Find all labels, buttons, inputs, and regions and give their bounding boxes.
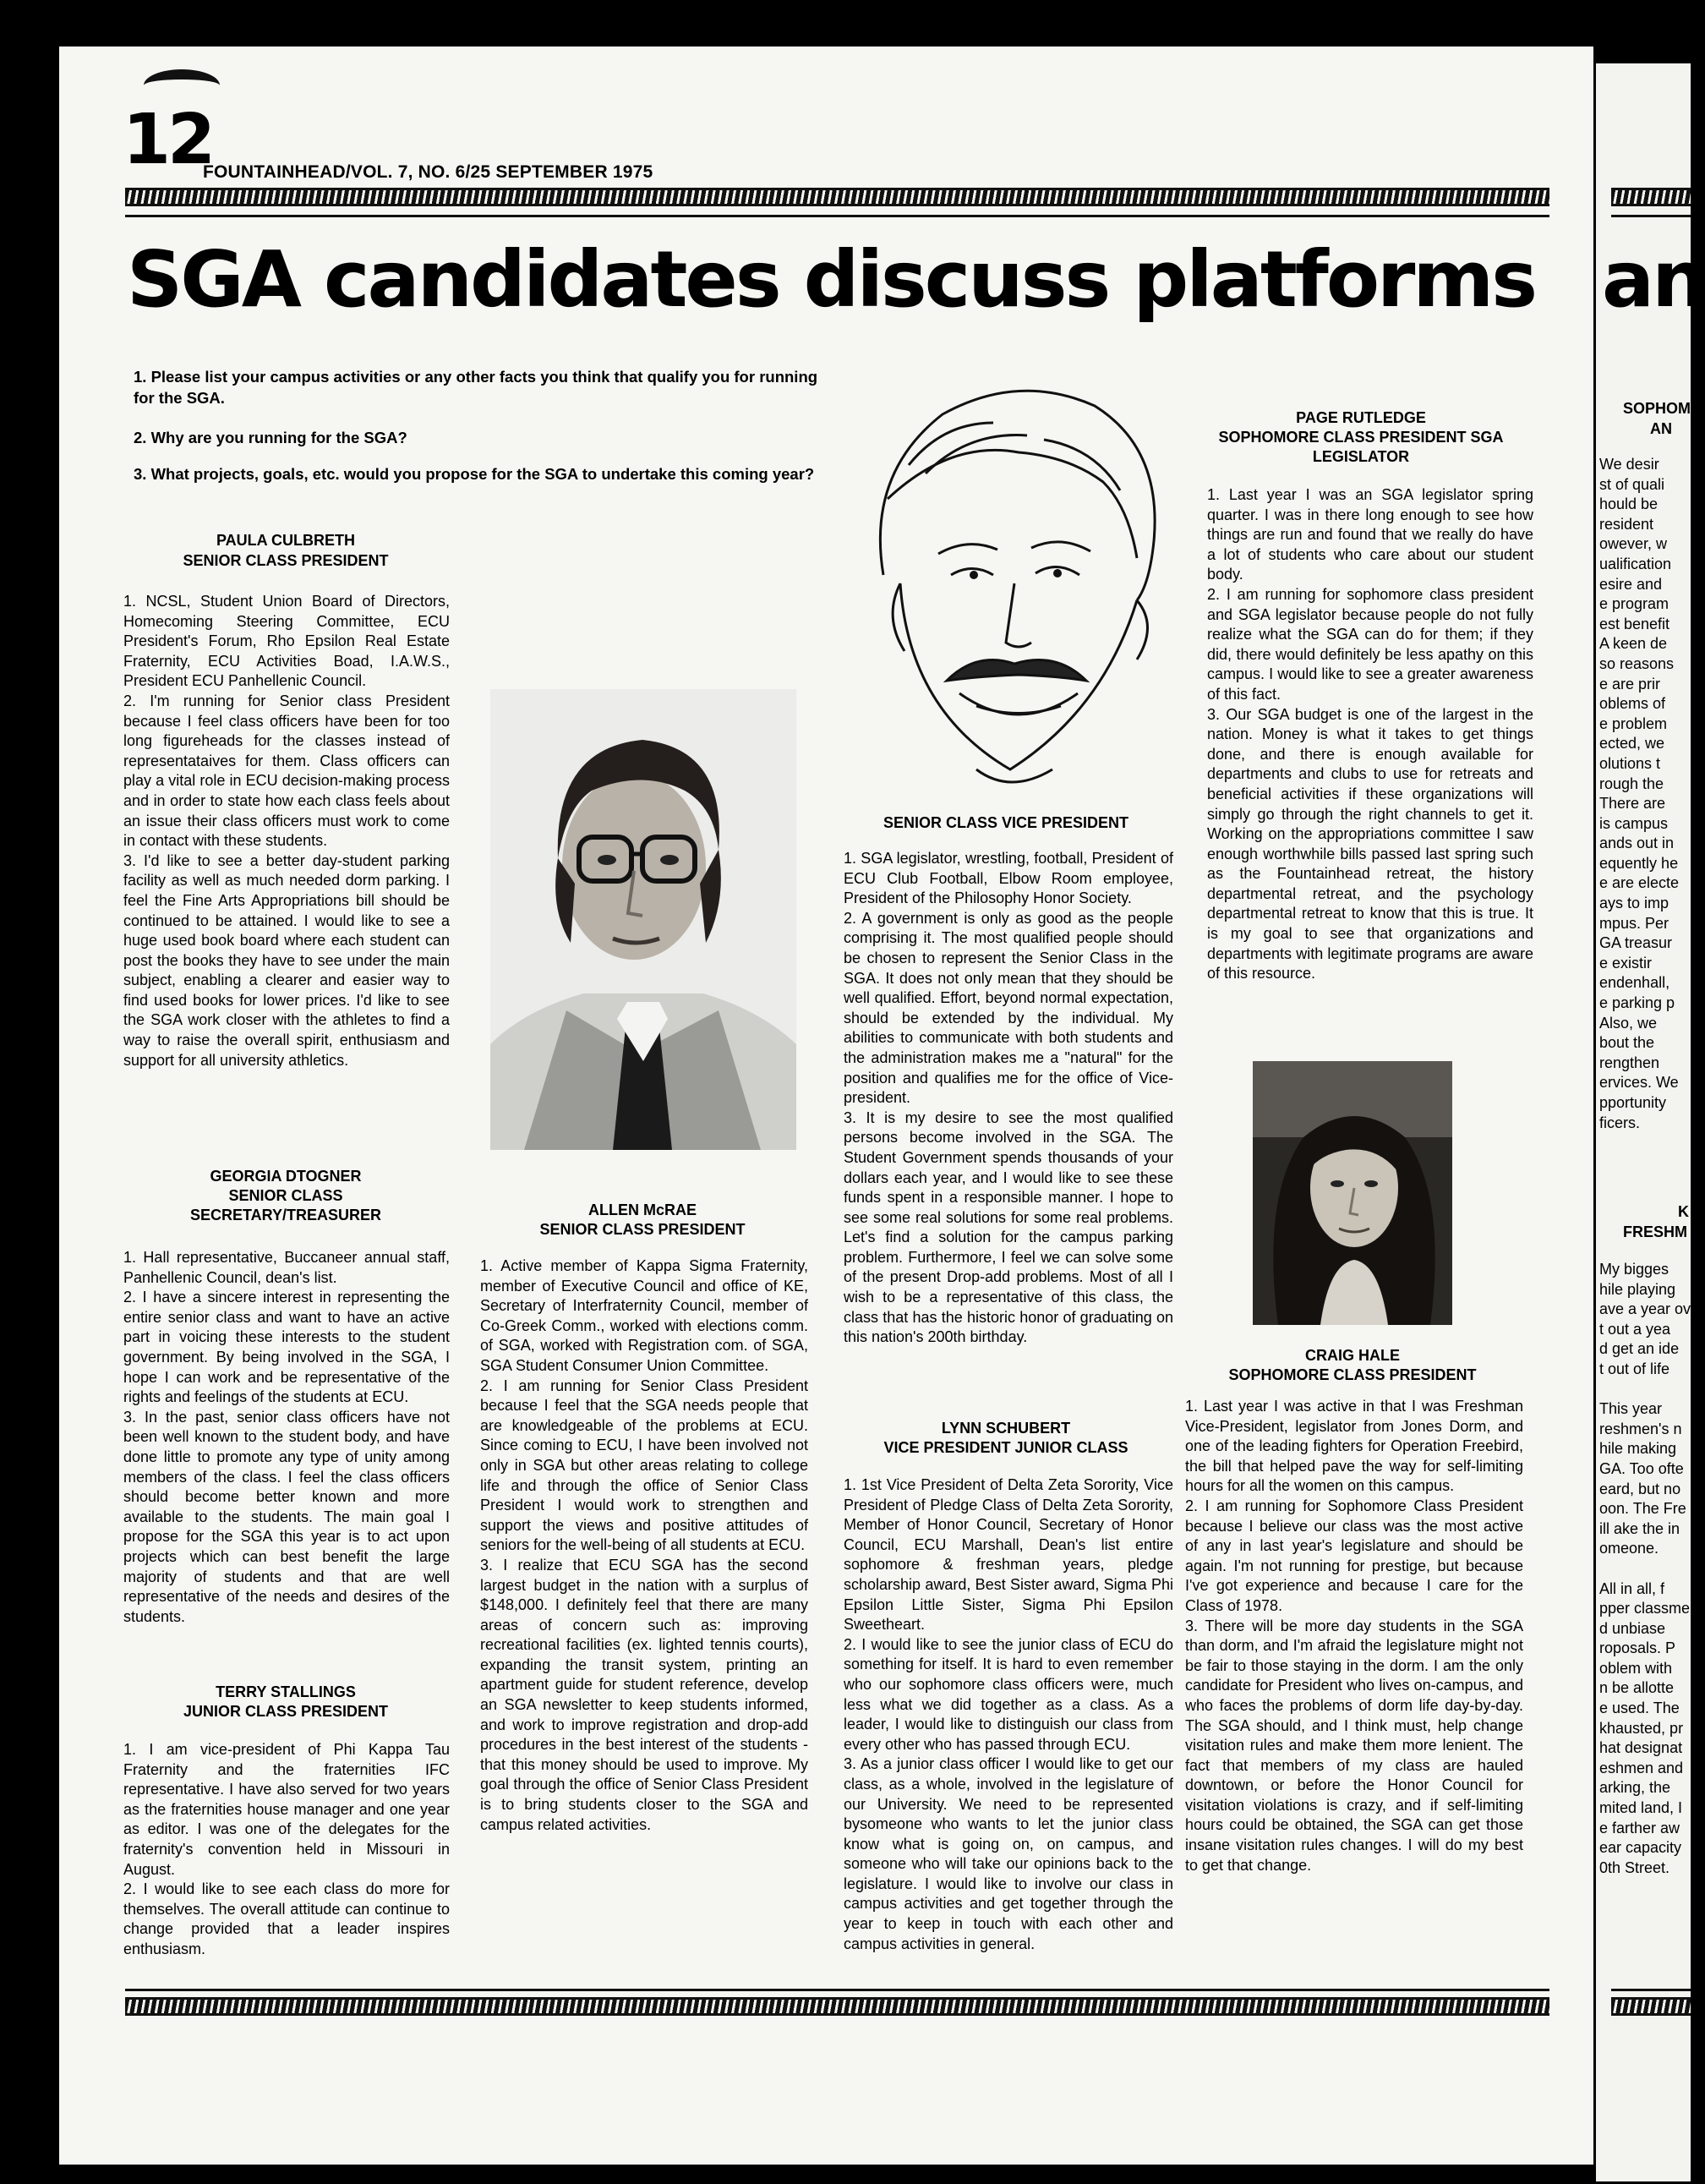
next-page-line: resident bbox=[1599, 515, 1654, 533]
question-1: 1. Please list your campus activities or any other facts you think that qualify you for running for the SGA. bbox=[134, 368, 818, 407]
answers-stallings bbox=[123, 1740, 450, 1960]
answer-2: 2. I have a sincere interest in representing the entire senior class and want to have an active part in voicing these interests to the student government. By being involved in the SGA, I hope I can work and be representative of the rights and feelings of the students at ECU. bbox=[123, 1289, 450, 1406]
answer-1: 1. SGA legislator, wrestling, football, President of ECU Club Football, Elbow Room employee, President of the Philosophy Honor Society. bbox=[844, 850, 1173, 907]
headline-fragment: an bbox=[1602, 234, 1705, 325]
next-page-line: GA. Too ofte bbox=[1599, 1459, 1684, 1477]
next-page-line: We desir bbox=[1599, 456, 1659, 473]
answer-3: 3. In the past, senior class officers have not been well known to the student body, and have done little to promote any type of unity among members of the class. I feel the class officers should become better known and more available to the students. The main goal I propose for the SGA this year is to act upon projects which can best benefit the large majority of students and that are well representative of the needs and desires of the students. bbox=[123, 1408, 450, 1625]
answer-2: 2. I would like to see each class do more for themselves. The overall attitude can continue to change provided that a leader inspires enthusiasm. bbox=[123, 1880, 450, 1957]
next-page-line: d unbiase bbox=[1599, 1619, 1666, 1637]
next-page-line: pportunity bbox=[1599, 1094, 1667, 1111]
answers-hale bbox=[1185, 1397, 1523, 1875]
next-page-line: pper classme bbox=[1599, 1600, 1691, 1617]
question-2: 2. Why are you running for the SGA? bbox=[134, 429, 407, 446]
next-page-line: ill ake the in bbox=[1599, 1519, 1680, 1537]
answer-1: 1. NCSL, Student Union Board of Directors, Homecoming Steering Committee, ECU President's Forum, Rho Epsilon Real Estate Fraternity, ECU Activities Boad, I.A.W.S., President ECU Panhellenic Council. bbox=[123, 593, 450, 690]
next-page-line: ays to imp bbox=[1599, 895, 1669, 912]
answer-1: 1. Last year I was an SGA legislator spring quarter. I was in there long enough to see how things are run and found that we really do have a lot of students who care about our student body. bbox=[1207, 486, 1533, 583]
answer-1: 1. Hall representative, Buccaneer annual staff, Panhellenic Council, dean's list. bbox=[123, 1249, 450, 1286]
next-page-line: hile playing bbox=[1599, 1280, 1676, 1298]
next-page-line: A keen de bbox=[1599, 635, 1668, 653]
next-page-line: oblems of bbox=[1599, 695, 1666, 713]
next-page-line: so reasons bbox=[1599, 654, 1675, 672]
next-page-line: khausted, pr bbox=[1599, 1719, 1684, 1737]
next-page-line: This year bbox=[1599, 1400, 1663, 1418]
next-page-line: oblem with bbox=[1599, 1659, 1673, 1677]
answers-culbreth bbox=[123, 592, 450, 1070]
bottom-thin-rule bbox=[125, 1989, 1549, 1991]
next-page-line: My bigges bbox=[1599, 1261, 1669, 1278]
candidate-name-stallings: TERRY STALLINGS bbox=[216, 1683, 356, 1700]
next-page-line: owever, w bbox=[1599, 535, 1668, 553]
next-page-column-2 bbox=[1599, 1260, 1691, 1878]
next-page-line: eshmen and bbox=[1599, 1759, 1684, 1776]
next-page-line: esire and bbox=[1599, 575, 1663, 593]
masthead: FOUNTAINHEAD/VOL. 7, NO. 6/25 SEPTEMBER 1975 bbox=[203, 162, 653, 182]
answer-3: 3. There will be more day students in the SGA than dorm, and I'm afraid the legislature might not be fair to those staying in the dorm. I am the only candidate for President who lives on-campus, and who faces the problems of dorm life day-by-day. The SGA should, and I think must, help change visitation rules and make them more lenient. The fact that members of my class are hauled downtown, or before the Honor Council for visitation violations is crazy, and if self-limiting hours could be obtained, the SGA can get those insane visitation rules changes. I will do my best to get that change. bbox=[1185, 1617, 1523, 1874]
bottom-thin-rule-next bbox=[1611, 1989, 1691, 1991]
next-page-line: e are electe bbox=[1599, 874, 1680, 892]
next-page-line: e program bbox=[1599, 595, 1669, 613]
answers-vp bbox=[844, 849, 1173, 1348]
next-page-line: ear capacity bbox=[1599, 1839, 1682, 1857]
answers-schubert bbox=[844, 1475, 1173, 1954]
next-page-column-1 bbox=[1599, 455, 1691, 1133]
next-page-head-1b: AN bbox=[1650, 420, 1672, 437]
answer-1: 1. 1st Vice President of Delta Zeta Sorority, Vice President of Pledge Class of Delta Zeta Sorority, Member of Honor Council, Secretary of Honor Council, ECU Marshall, Dean's list entire sophomore & freshman years, pledge scholarship award, Best Sister award, Sigma Phi Epsilon Little Sister, Sigma Phi Epsilon Sweetheart. bbox=[844, 1476, 1173, 1634]
candidate-office-stallings: JUNIOR CLASS PRESIDENT bbox=[183, 1703, 389, 1720]
answer-3: 3. I realize that ECU SGA has the second largest budget in the nation with a surplus of $148,000. I definitely feel that there are many areas of concern such as: improving recreational facilities (ex. lighted tennis courts), expanding the transit system, printing an apartment guide for student reference, develop an SGA newsletter to keep students informed, and work to improve registration and drop-add procedures in the best interest of the students - that this money should be used to improve. My goal through the office of Senior Class President is to bring students closer to the SGA and campus related activities. bbox=[480, 1556, 808, 1833]
next-page-line: d get an ide bbox=[1599, 1340, 1680, 1358]
answer-3: 3. As a junior class officer I would like to get our class, as a whole, involved in the legislature of our University. We need to be represented bysomeone who wants to let the junior class know what is going on, on campus, and someone who will take our opinions back to the legislature. I would like to involve our class in campus activities and get together through the year to keep in touch with each other and campus activities in general. bbox=[844, 1755, 1173, 1952]
answer-3: 3. Our SGA budget is one of the largest in the nation. Money is what it takes to get things done, and there is enough available for departments and clubs to use for retreats and beneficial activities if these organizations will simply go through the right channels to get it. Working on the appropriations committee I saw enough worthwhile bills passed last spring such as the Fountainhead retreat, the history departmental retreat, and the psychology departmental retreat to know that this is true. It is my goal to see that organizations and departments with legitimate programs are aware of this resource. bbox=[1207, 705, 1533, 983]
bottom-ornate-rule bbox=[125, 1997, 1549, 2016]
candidate-name-hale: CRAIG HALE bbox=[1305, 1347, 1400, 1364]
candidate-name-rutledge: PAGE RUTLEDGE bbox=[1296, 409, 1426, 426]
next-page-line: ualification bbox=[1599, 555, 1672, 572]
candidate-office-mcrae: SENIOR CLASS PRESIDENT bbox=[539, 1221, 746, 1238]
answer-2: 2. I am running for sophomore class president and SGA legislator because people do not fully realize what the SGA can do for them; if they did, there would definitely be less apathy on this campus. I would like to see a greater awareness of this fact. bbox=[1207, 585, 1533, 703]
next-page-line: rough the bbox=[1599, 775, 1664, 792]
next-page-line: GA treasur bbox=[1599, 934, 1673, 952]
page-number: 12 bbox=[123, 100, 213, 180]
next-page-line: 0th Street. bbox=[1599, 1858, 1670, 1876]
answer-2: 2. I am running for Sophomore Class President because I believe our class was the most active of any in last year's legislature and should be again. I'm not running for prestige, but because I've got experience and because I care for the Class of 1978. bbox=[1185, 1497, 1523, 1614]
next-page-line: st of quali bbox=[1599, 475, 1665, 493]
next-page-line: eard, but no bbox=[1599, 1480, 1681, 1497]
next-page-line: reshmen's n bbox=[1599, 1420, 1682, 1437]
candidate-name-culbreth: PAULA CULBRETH bbox=[216, 532, 355, 549]
next-page-line: est benefit bbox=[1599, 615, 1670, 632]
next-page-line: There are bbox=[1599, 795, 1666, 813]
answer-2: 2. I'm running for Senior class President because I feel class officers have been for too long figureheads for the classes instead of representataives for them. Class officers can play a vital role in ECU decision-making process and in order to state how each class feels about an issue their class officers must work to come in contact with these students. bbox=[123, 692, 450, 850]
headline: SGA candidates discuss platforms bbox=[127, 234, 1536, 325]
next-page-line: bout the bbox=[1599, 1034, 1655, 1052]
sketch-vice-president bbox=[850, 372, 1179, 812]
next-page-line: omeone. bbox=[1599, 1540, 1659, 1557]
next-page-line: hat designat bbox=[1599, 1739, 1683, 1757]
answer-1: 1. I am vice-president of Phi Kappa Tau Fraternity and the fraternities IFC representative. I have also served for two years as the fraternities house manager and one year as editor. I was one of the delegates for the fraternity's convention held in Missouri in August. bbox=[123, 1741, 450, 1878]
answer-2: 2. I would like to see the junior class of ECU do something for itself. It is hard to even remember who our sophomore class officers were, much less what we did together as a class. As a leader, I would like to distinguish our class from every other who has passed through ECU. bbox=[844, 1635, 1173, 1753]
next-page-line: oon. The Fre bbox=[1599, 1500, 1686, 1518]
candidate-office-dtogner: SENIOR CLASS SECRETARY/TREASURER bbox=[189, 1187, 382, 1223]
answers-mcrae bbox=[480, 1256, 808, 1835]
next-page-line: hile making bbox=[1599, 1440, 1677, 1458]
answer-3: 3. I'd like to see a better day-student parking facility as well as much needed dorm parking. I feel the Fine Arts Appropriations bill should be continued to be attained. I would like to see a huge used book board where each student can post the books they have to see under the main subject, enabling a clearer and easier way to find used books for lower prices. I'd like to see the SGA work closer with the athletes to find a way to raise the overall spirit, enthusiasm and support for all university athletics. bbox=[123, 851, 450, 1069]
next-page-line: e are prir bbox=[1599, 675, 1661, 692]
candidate-name-dtogner: GEORGIA DTOGNER bbox=[210, 1168, 362, 1185]
next-page-line: ected, we bbox=[1599, 735, 1665, 753]
photo-mcrae bbox=[490, 689, 796, 1150]
answers-dtogner bbox=[123, 1248, 450, 1627]
top-ornate-rule-next bbox=[1611, 188, 1691, 206]
next-page-line: All in all, f bbox=[1599, 1579, 1665, 1597]
next-page-line: arking, the bbox=[1599, 1779, 1671, 1797]
answer-3: 3. It is my desire to see the most qualified persons become involved in the SGA. The Student Government spends thousands of your dollars each year, and I would like to see these funds spent in a responsible manner. I hope to see some real solutions for some real problems. Let's find a solution for the campus parking problem. Furthermore, I feel we can solve some of the present Drop-add problems. Most of all I wish to be a representative of this class, the class that has the historic honor of graduating on this nation's 200th birthday. bbox=[844, 1108, 1173, 1346]
page-number-ghost bbox=[144, 69, 220, 101]
answer-1: 1. Active member of Kappa Sigma Fraternity, member of Executive Council and office of KE, Secretary of Interfraternity Council, member of Co-Greek Comm., worked with elections comm. of SGA, worked with Registration com. of SGA, SGA Student Consumer Union Committee. bbox=[480, 1257, 808, 1374]
next-page-line: e used. The bbox=[1599, 1700, 1680, 1717]
next-page-line: e parking p bbox=[1599, 994, 1675, 1012]
next-page-line: is campus bbox=[1599, 814, 1669, 832]
next-page-line: olutions t bbox=[1599, 754, 1661, 772]
candidate-office-rutledge: SOPHOMORE CLASS PRESIDENT SGA LEGISLATOR bbox=[1218, 429, 1504, 465]
next-page-line: n be allotte bbox=[1599, 1679, 1675, 1697]
next-page-line: mited land, I bbox=[1599, 1799, 1683, 1817]
answers-rutledge bbox=[1207, 485, 1533, 984]
next-page-line: ands out in bbox=[1599, 835, 1675, 852]
answer-1: 1. Last year I was active in that I was Freshman Vice-President, legislator from Jones Dorm, and one of the leading fighters for Operation Freebird, the bill that helped pave the way for self-limiting hours for all the women on this campus. bbox=[1185, 1398, 1523, 1495]
next-page-head-2a: K bbox=[1678, 1203, 1689, 1220]
next-page-line: mpus. Per bbox=[1599, 914, 1669, 932]
top-ornate-rule bbox=[125, 188, 1549, 206]
next-page-head-2b: FRESHM bbox=[1623, 1223, 1687, 1240]
next-page-line bbox=[1599, 1380, 1691, 1400]
answer-2: 2. I am running for Senior Class President because I feel that the SGA needs people that are knowledgeable of the problems at ECU. Since coming to ECU, I have been involved not only in SGA but other areas relating to college life and through the office of Senior Class President I would work to strengthen and support the views and positive attitudes of seniors for the well-being of all students at ECU. bbox=[480, 1377, 808, 1554]
next-page-line: t out of life bbox=[1599, 1360, 1670, 1377]
candidate-office-culbreth: SENIOR CLASS PRESIDENT bbox=[183, 552, 389, 569]
next-page-line: ave a year ov bbox=[1599, 1300, 1691, 1318]
photo-hale bbox=[1253, 1061, 1452, 1325]
next-page-line: rengthen bbox=[1599, 1054, 1660, 1071]
next-page-line: e existir bbox=[1599, 954, 1653, 972]
next-page-line: Also, we bbox=[1599, 1014, 1658, 1032]
next-page-line: endenhall, bbox=[1599, 974, 1670, 992]
top-thin-rule-next bbox=[1611, 215, 1691, 217]
next-page-line: roposals. P bbox=[1599, 1639, 1676, 1657]
next-page-line: e farther aw bbox=[1599, 1819, 1680, 1836]
top-thin-rule bbox=[125, 215, 1549, 217]
next-page-head-1a: SOPHOM bbox=[1623, 400, 1691, 417]
answer-2: 2. A government is only as good as the people comprising it. The most qualified people should be chosen to represent the Senior Class in the SGA. It does not only mean that they should be well qualified. Effort, beyond normal expectation, should be extended by the individual. My abilities to communicate with both students and the administration makes me a "natural" for the position and qualifies me for the office of Vice-president. bbox=[844, 909, 1173, 1107]
next-page-line: ervices. We bbox=[1599, 1074, 1679, 1092]
next-page-line bbox=[1599, 1559, 1691, 1579]
next-page-line: t out a yea bbox=[1599, 1320, 1671, 1338]
candidate-name-mcrae: ALLEN McRAE bbox=[587, 1201, 697, 1218]
candidate-office-schubert: VICE PRESIDENT JUNIOR CLASS bbox=[883, 1439, 1128, 1456]
next-page-line: equently he bbox=[1599, 854, 1679, 872]
candidate-office-hale: SOPHOMORE CLASS PRESIDENT bbox=[1228, 1366, 1477, 1383]
next-page-line: hould be bbox=[1599, 495, 1659, 513]
candidate-office-vp: SENIOR CLASS VICE PRESIDENT bbox=[883, 814, 1129, 831]
candidate-name-schubert: LYNN SCHUBERT bbox=[941, 1420, 1071, 1437]
bottom-ornate-rule-next bbox=[1611, 1997, 1691, 2016]
next-page-line: e problem bbox=[1599, 714, 1668, 732]
question-3: 3. What projects, goals, etc. would you propose for the SGA to undertake this coming year? bbox=[134, 465, 815, 483]
next-page-line: ficers. bbox=[1599, 1114, 1641, 1131]
